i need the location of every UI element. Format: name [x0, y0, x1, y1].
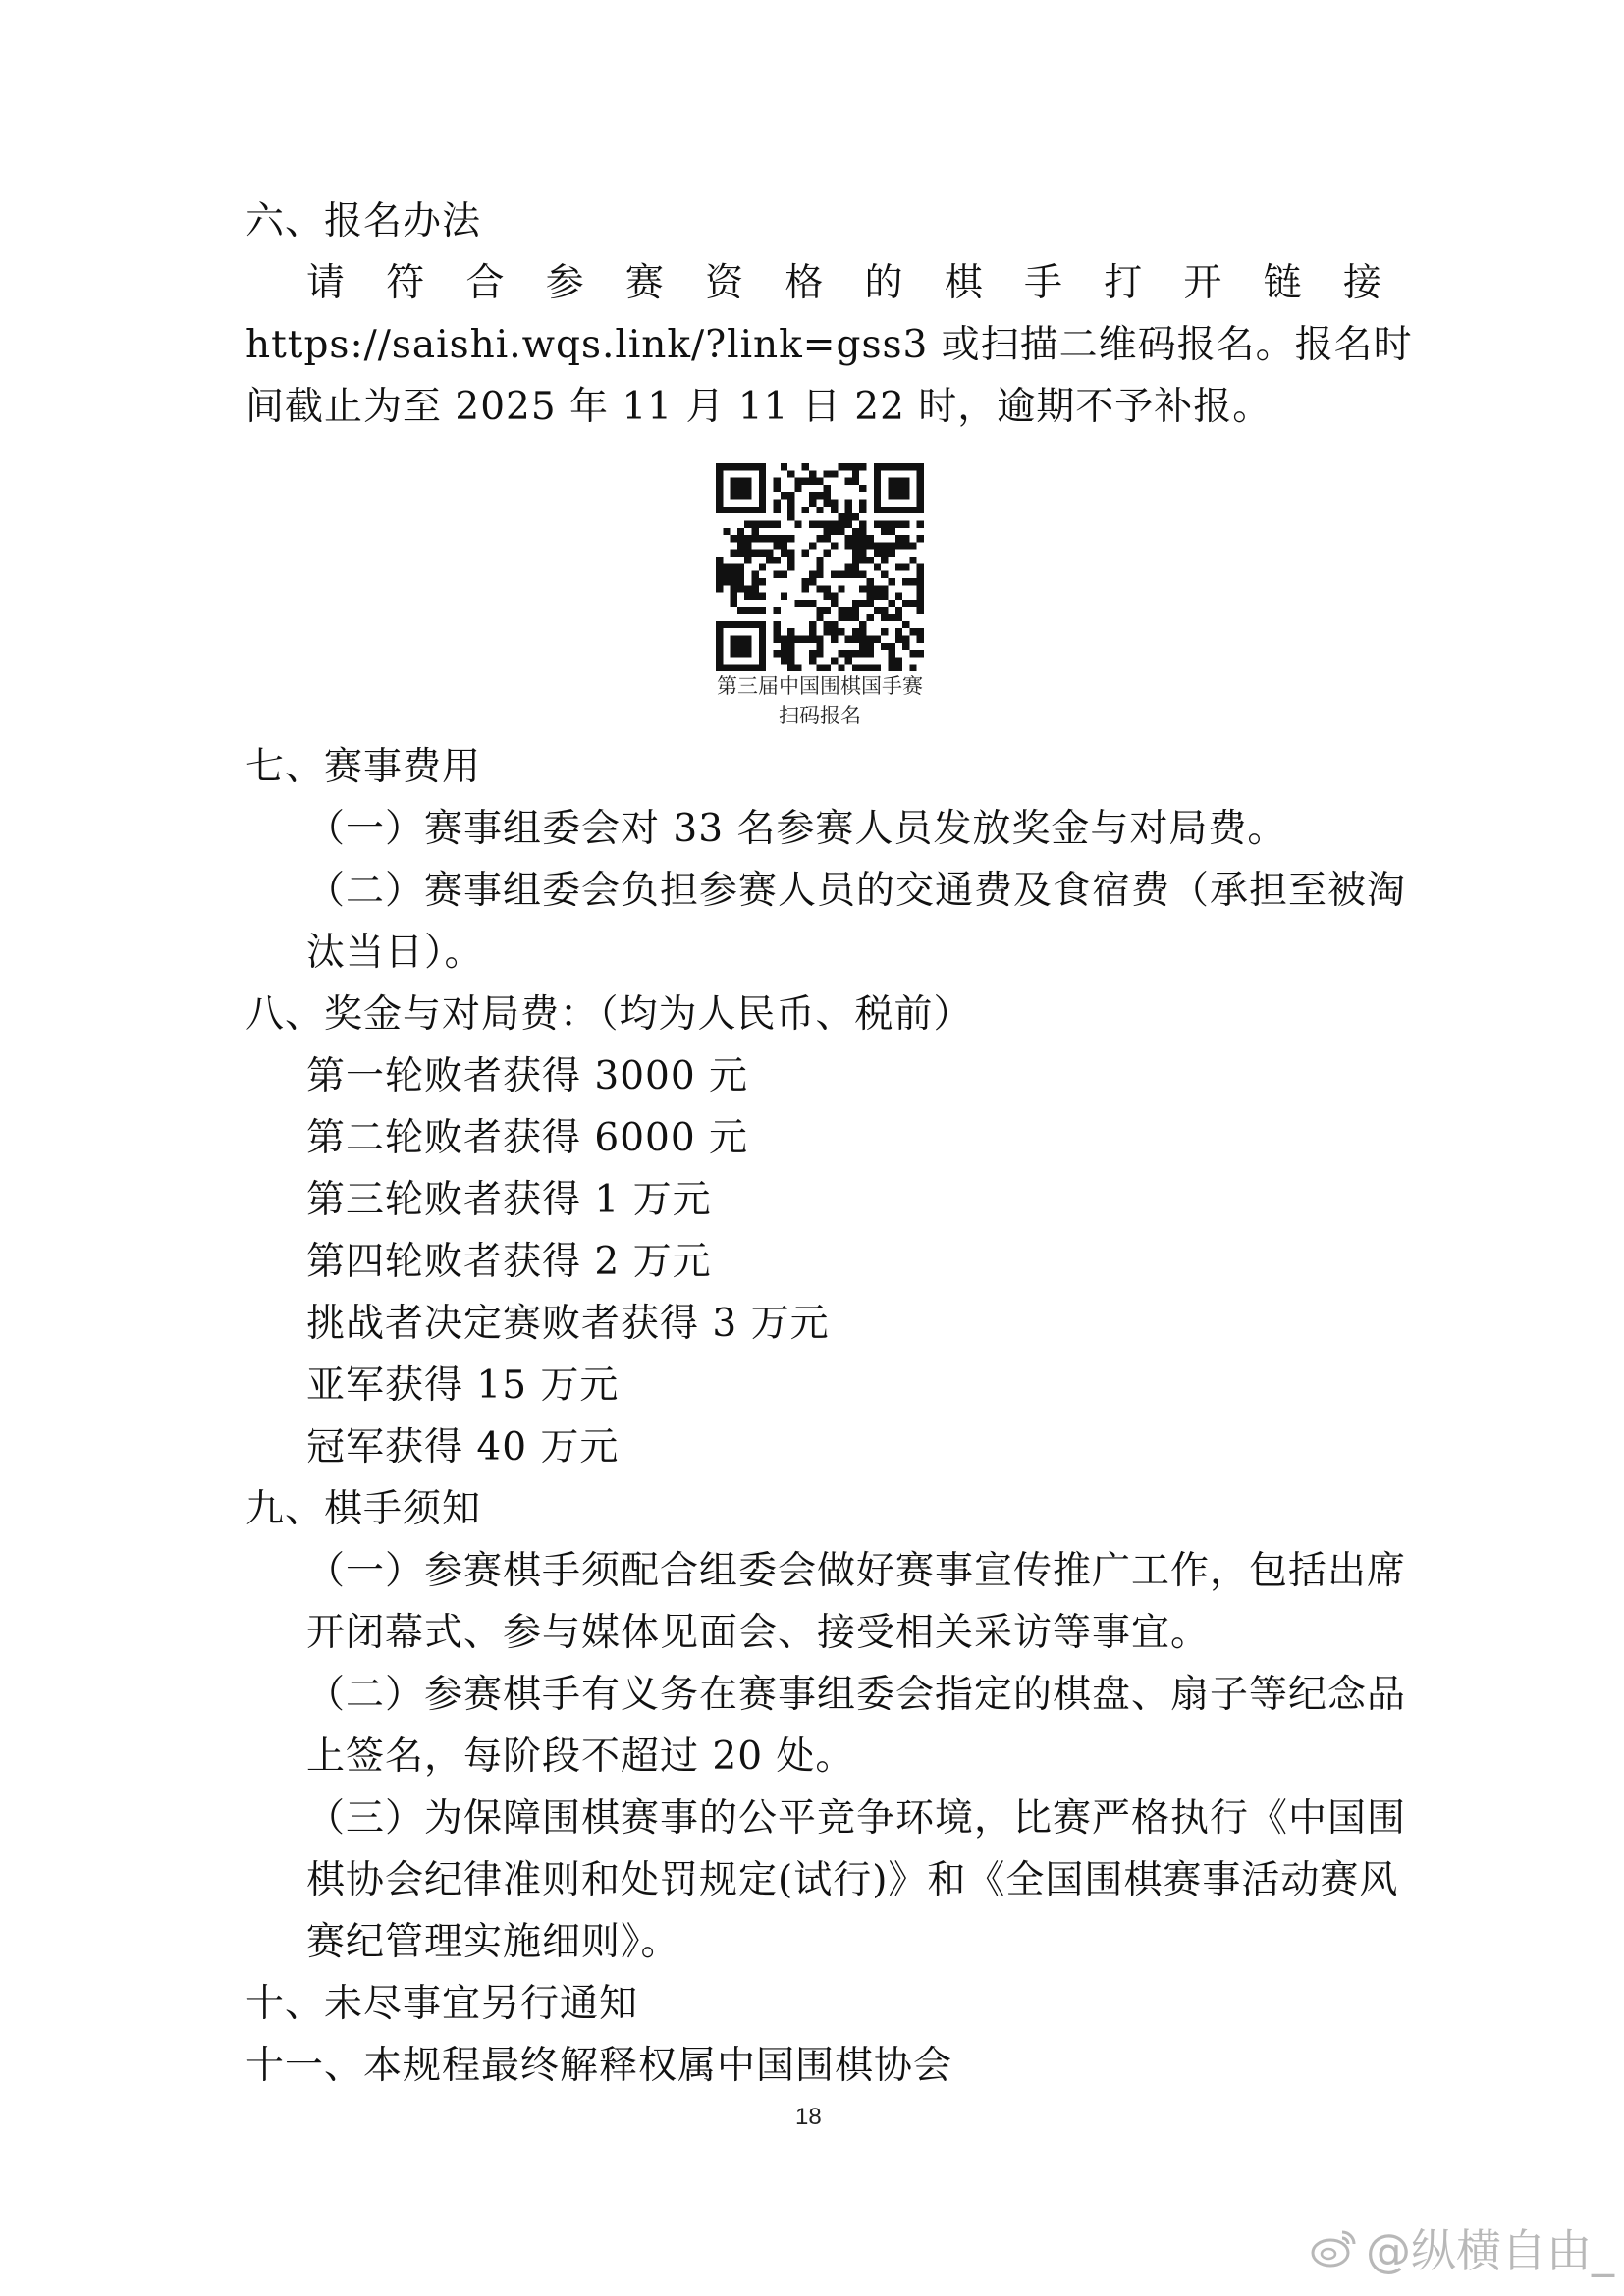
section-7-item-2-line-1: （二）赛事组委会负担参赛人员的交通费及食宿费（承担至被淘: [306, 869, 1407, 913]
section-9-item-3-line-3: 赛纪管理实施细则》。: [306, 1920, 680, 1964]
justified-char: 接: [1342, 261, 1382, 305]
section-7-item-1: （一）赛事组委会对 33 名参赛人员发放奖金与对局费。: [306, 807, 1287, 851]
section-9-item-2-line-1: （二）参赛棋手有义务在赛事组委会指定的棋盘、扇子等纪念品: [306, 1673, 1407, 1717]
section-9-item-1-line-2: 开闭幕式、参与媒体见面会、接受相关采访等事宜。: [306, 1611, 1211, 1655]
prize-item: 第三轮败者获得 1 万元: [306, 1178, 712, 1222]
prize-item: 第一轮败者获得 3000 元: [306, 1054, 749, 1098]
section-9-heading: 九、棋手须知: [245, 1487, 482, 1531]
qr-code-block: [716, 463, 924, 730]
qr-caption-line-1: 第三届中国围棋国手赛: [717, 674, 923, 698]
section-9-item-3-line-1: （三）为保障围棋赛事的公平竞争环境，比赛严格执行《中国围: [306, 1796, 1407, 1841]
prize-item: 冠军获得 40 万元: [306, 1425, 620, 1469]
weibo-watermark: [1309, 2216, 1614, 2280]
justified-char: 赛: [624, 261, 665, 305]
justified-char: 请: [306, 261, 347, 305]
prize-item: 亚军获得 15 万元: [306, 1363, 620, 1408]
qr-caption-line-2: 扫码报名: [779, 704, 861, 727]
registration-qr-code: [716, 463, 924, 671]
registration-text-line-3: 间截止为至 2025 年 11 月 11 日 22 时，逾期不予补报。: [245, 385, 1272, 429]
section-7-item-2-line-2: 汰当日）。: [306, 931, 484, 975]
prize-item: 挑战者决定赛败者获得 3 万元: [306, 1302, 830, 1346]
justified-char: 打: [1104, 261, 1144, 305]
watermark-text: @纵横自由_: [1366, 2224, 1614, 2277]
section-6-heading: 六、报名办法: [245, 199, 482, 243]
section-11-heading: 十一、本规程最终解释权属中国围棋协会: [245, 2044, 953, 2088]
justified-char: 参: [545, 261, 585, 305]
registration-text-line-2[interactable]: https://saishi.wqs.link/?link=gss3 或扫描二维码报名。报名时: [245, 323, 1413, 367]
justified-char: 手: [1023, 261, 1063, 305]
section-7-heading: 七、赛事费用: [245, 745, 482, 789]
section-10-heading: 十、未尽事宜另行通知: [245, 1982, 639, 2026]
justified-char: 链: [1263, 261, 1303, 305]
weibo-logo-icon: [1309, 2226, 1360, 2269]
prize-item: 第二轮败者获得 6000 元: [306, 1116, 749, 1160]
section-9-item-3-line-2: 棋协会纪律准则和处罚规定(试行)》和《全国围棋赛事活动赛风: [306, 1858, 1399, 1902]
justified-char: 合: [465, 261, 506, 305]
justified-char: 的: [864, 261, 904, 305]
prize-item: 第四轮败者获得 2 万元: [306, 1240, 712, 1284]
justified-char: 符: [386, 261, 426, 305]
justified-char: 棋: [944, 261, 984, 305]
justified-char: 格: [785, 261, 825, 305]
justified-char: 资: [705, 261, 745, 305]
section-8-heading: 八、奖金与对局费：（均为人民币、税前）: [245, 992, 973, 1037]
section-9-item-1-line-1: （一）参赛棋手须配合组委会做好赛事宣传推广工作，包括出席: [306, 1549, 1407, 1593]
page-number: 18: [795, 2104, 822, 2130]
justified-char: 开: [1183, 261, 1223, 305]
registration-text-line-1: [306, 258, 1382, 309]
section-9-item-2-line-2: 上签名，每阶段不超过 20 处。: [306, 1735, 855, 1779]
